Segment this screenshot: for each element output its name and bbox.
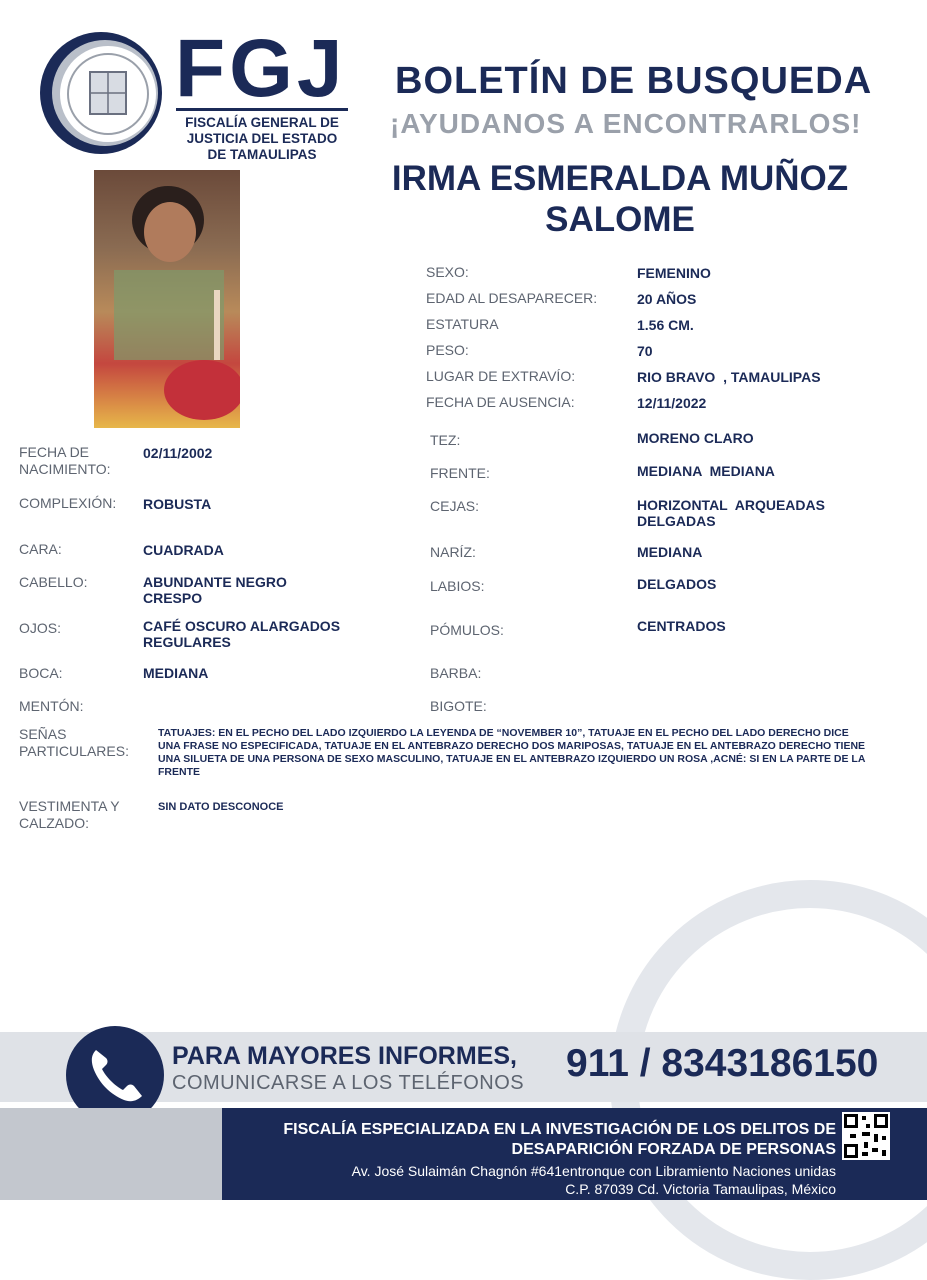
footer-agency-line1: FISCALÍA ESPECIALIZADA EN LA INVESTIGACIÓN DE LOS DELITOS DE: [283, 1121, 836, 1138]
footer-address-line1: Av. José Sulaimán Chagnón #641entronque con Libramiento Naciones unidas: [351, 1163, 836, 1179]
qr-code-icon: [842, 1112, 890, 1160]
field-label-cabello: CABELLO:: [19, 574, 88, 590]
field-label-senas: SEÑAS PARTICULARES:: [19, 726, 129, 759]
field-value-fecha-ausencia: 12/11/2022: [637, 395, 707, 411]
field-value-boca: MEDIANA: [143, 665, 209, 681]
logo-sub-line: FISCALÍA GENERAL DE: [185, 115, 339, 130]
field-value-frente: MEDIANA MEDIANA: [637, 463, 775, 479]
field-value-edad: 20 AÑOS: [637, 291, 697, 307]
field-label-bigote: BIGOTE:: [430, 698, 487, 714]
field-label-cara: CARA:: [19, 541, 62, 557]
field-value-ojos: CAFÉ OSCURO ALARGADOS REGULARES: [143, 618, 341, 650]
field-label-complexion: COMPLEXIÓN:: [19, 495, 117, 511]
field-label-boca: BOCA:: [19, 665, 63, 681]
field-label-lugar: LUGAR DE EXTRAVÍO:: [426, 368, 576, 384]
footer-address: [222, 1162, 836, 1198]
field-label-nacimiento: FECHA DE NACIMIENTO:: [19, 444, 111, 477]
field-value-peso: 70: [637, 343, 653, 359]
field-label-estatura: ESTATURA: [426, 316, 499, 332]
person-photo: [94, 170, 240, 428]
field-value-cejas: HORIZONTAL ARQUEADAS DELGADAS: [637, 497, 829, 529]
person-name-line1: IRMA ESMERALDA MUÑOZ: [391, 159, 849, 198]
footer-agency-line2: DESAPARICIÓN FORZADA DE PERSONAS: [511, 1141, 836, 1158]
contact-line1: PARA MAYORES INFORMES,: [172, 1042, 517, 1070]
field-label-cejas: CEJAS:: [430, 498, 480, 514]
logo-sub-line: JUSTICIA DEL ESTADO: [186, 131, 338, 146]
field-value-lugar: RIO BRAVO , TAMAULIPAS: [637, 369, 821, 385]
person-name: [340, 158, 900, 240]
field-value-complexion: ROBUSTA: [143, 496, 212, 512]
contact-line2: COMUNICARSE A LOS TELÉFONOS: [172, 1072, 525, 1094]
field-value-pomulos: CENTRADOS: [637, 618, 726, 634]
field-label-pomulos: PÓMULOS:: [430, 622, 504, 638]
field-label-sexo: SEXO:: [426, 264, 469, 280]
field-label-ojos: OJOS:: [19, 620, 62, 636]
footer-agency: [222, 1120, 836, 1160]
person-name-line2: SALOME: [545, 200, 695, 239]
field-value-nacimiento: 02/11/2002: [143, 445, 213, 461]
field-value-nariz: MEDIANA: [637, 544, 703, 560]
footer-gray-block: [0, 1108, 222, 1200]
field-label-frente: FRENTE:: [430, 465, 490, 481]
logo-sub-line: DE TAMAULIPAS: [207, 147, 317, 162]
field-value-sexo: FEMENINO: [637, 265, 711, 281]
field-value-vestimenta: SIN DATO DESCONOCE: [158, 801, 284, 813]
field-value-tez: MORENO CLARO: [637, 430, 754, 446]
field-label-edad: EDAD AL DESAPARECER:: [426, 290, 598, 306]
contact-phone[interactable]: 911 / 8343186150: [566, 1042, 879, 1085]
field-label-menton: MENTÓN:: [19, 698, 84, 714]
seal-icon: [60, 46, 156, 142]
field-label-vestimenta: VESTIMENTA Y CALZADO:: [19, 798, 120, 831]
logo-fgj: FGJ: [175, 23, 347, 114]
footer-address-line2: C.P. 87039 Cd. Victoria Tamaulipas, México: [565, 1181, 836, 1197]
field-value-labios: DELGADOS: [637, 576, 717, 592]
field-label-tez: TEZ:: [430, 432, 461, 448]
field-label-fecha-ausencia: FECHA DE AUSENCIA:: [426, 394, 575, 410]
logo-subtitle: [176, 108, 348, 163]
bulletin-subtitle: ¡AYUDANOS A ENCONTRARLOS!: [390, 108, 862, 139]
field-label-labios: LABIOS:: [430, 578, 485, 594]
field-value-estatura: 1.56 CM.: [637, 317, 694, 333]
field-label-nariz: NARÍZ:: [430, 544, 476, 560]
field-value-cabello: ABUNDANTE NEGRO CRESPO: [143, 574, 287, 606]
bulletin-title: BOLETÍN DE BUSQUEDA: [395, 60, 873, 102]
field-label-peso: PESO:: [426, 342, 469, 358]
field-label-barba: BARBA:: [430, 665, 482, 681]
field-value-cara: CUADRADA: [143, 542, 224, 558]
field-value-senas: TATUAJES: EN EL PECHO DEL LADO IZQUIERDO LA LEYENDA DE “NOVEMBER 10”, TATUAJE EN EL PECHO DEL LADO DERECHO DICE UNA FRASE NO ESPECIFICADA, TATUAJE EN EL ANTEBRAZO DERECHO DOS MARIPOSAS, TATUAJE EN EL ANTEBRAZO DERECHO TIENE UNA SILUETA DE UNA PERSONA DE SEXO MASCULINO, TATUAJE EN EL ANTEBRAZO IZQUIERDO UN ROSA ,ACNÉ: SI EN LA PARTE DE LA FRENTE: [158, 727, 866, 778]
